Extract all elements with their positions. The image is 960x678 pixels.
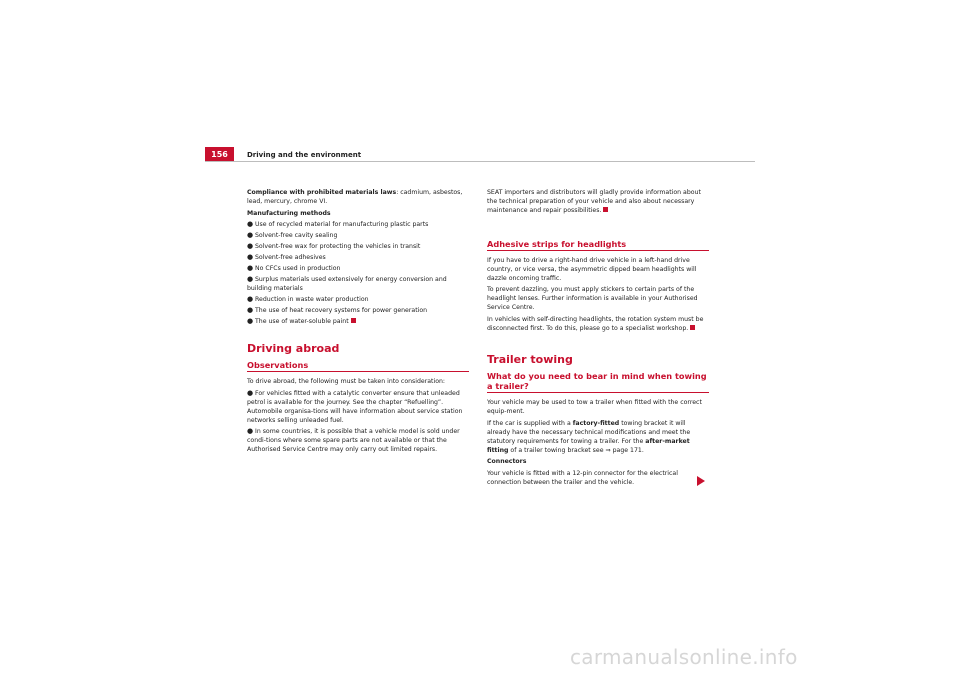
driving-abroad-heading: Driving abroad	[247, 342, 340, 355]
adhesive-paragraph-1: If you have to drive a right-hand drive vehicle in a left-hand drive country, or vice versa, the asymmetric dipped beam headlights will dazzle oncoming traffic.	[487, 256, 697, 282]
list-item	[247, 275, 469, 293]
bullet-icon: ●	[247, 306, 254, 314]
section-end-icon	[603, 207, 608, 212]
list-item	[247, 231, 469, 240]
list-item-text: Reduction in waste water production	[255, 296, 369, 303]
list-item-text: For vehicles fitted with a catalytic converter ensure that unleaded petrol is available for the journey. See the chapter “Refuelling”. Automobile organisa-tions will have information about service station networks selling unleaded fuel.	[247, 389, 463, 424]
header-divider	[205, 161, 755, 162]
compliance-text: : cadmium, asbestos, lead, mercury, chrome VI.	[247, 189, 463, 205]
list-item-text: The use of water-soluble paint	[255, 318, 349, 325]
factory-fitted-emphasis: factory-fitted	[572, 419, 620, 427]
trailer-text-c: towing bracket it will already have the necessary technical modifications and meet the statutory requirements for towing a trailer. For the	[487, 419, 691, 445]
page-number-tab	[205, 147, 234, 162]
trailer-text-a: If the car is supplied with a	[487, 419, 573, 427]
left-column	[247, 188, 469, 456]
methods-list	[247, 220, 469, 326]
methods-heading	[247, 209, 469, 218]
list-item-text: Solvent-free cavity sealing	[255, 232, 338, 239]
list-item	[247, 306, 469, 315]
list-item	[247, 220, 469, 229]
list-item-text: The use of heat recovery systems for power generation	[255, 307, 428, 314]
adhesive-paragraph-2: To prevent dazzling, you must apply stickers to certain parts of the headlight lenses. Further information is available in your Authorised Service Centre.	[487, 286, 698, 311]
adhesive-paragraph-3-text: In vehicles with self-directing headlights, the rotation system must be disconnected first. To do this, please go to a specialist workshop.	[487, 315, 704, 332]
bullet-icon: ●	[247, 253, 254, 261]
bullet-icon: ●	[247, 426, 254, 435]
section-end-icon	[690, 325, 695, 330]
list-item-text: Use of recycled material for manufacturing plastic parts	[255, 221, 429, 228]
page-reference-link[interactable]: of a trailer towing bracket see ⇒ page 171.	[508, 446, 644, 454]
page-number: 156	[211, 150, 228, 159]
trailer-towing-heading: Trailer towing	[487, 353, 573, 366]
bullet-icon: ●	[247, 220, 254, 228]
list-item-text: No CFCs used in production	[255, 265, 341, 272]
trailer-subheading: What do you need to bear in mind when towing a trailer?	[487, 371, 709, 393]
list-item	[247, 389, 469, 425]
after-market-emphasis: after-market fitting	[487, 437, 690, 454]
observations-intro: To drive abroad, the following must be taken into consideration:	[247, 378, 445, 385]
list-item-text: Solvent-free wax for protecting the vehicles in transit	[255, 243, 421, 250]
list-item	[247, 242, 469, 251]
continue-arrow-icon	[697, 476, 705, 486]
section-end-icon	[351, 318, 356, 323]
trailer-paragraph-2	[487, 419, 709, 455]
observations-list	[247, 389, 469, 454]
trailer-paragraph-1: Your vehicle may be used to tow a trailer when fitted with the correct equip-ment.	[487, 399, 702, 415]
bullet-icon: ●	[247, 317, 254, 325]
methods-heading-text: Manufacturing methods	[247, 209, 331, 217]
bullet-icon: ●	[247, 264, 254, 272]
list-item-text: Surplus materials used extensively for energy conversion and building materials	[247, 276, 447, 292]
list-item	[247, 427, 469, 454]
list-item-text: Solvent-free adhesives	[255, 254, 326, 261]
running-header: Driving and the environment	[247, 151, 362, 159]
watermark: carmanualsonline.info	[570, 645, 798, 669]
bullet-icon: ●	[247, 388, 254, 397]
adhesive-strips-heading: Adhesive strips for headlights	[487, 239, 709, 251]
list-item	[247, 295, 469, 304]
connectors-heading	[487, 457, 709, 466]
list-item	[247, 264, 469, 273]
list-item	[247, 253, 469, 262]
list-item-text: In some countries, it is possible that a vehicle model is sold under condi-tions where some spare parts are not available or that the Authorised Service Centre may only carry out limited repairs.	[247, 427, 460, 453]
seat-paragraph-text: SEAT importers and distributors will gladly provide information about the technical preparation of your vehicle and also about necessary maintenance and repair possibilities.	[487, 189, 701, 214]
connectors-heading-text: Connectors	[487, 458, 527, 465]
bullet-icon: ●	[247, 231, 254, 239]
bullet-icon: ●	[247, 275, 254, 283]
seat-paragraph	[487, 188, 709, 215]
compliance-paragraph	[247, 188, 469, 206]
observations-heading: Observations	[247, 360, 469, 372]
list-item	[247, 317, 469, 326]
connectors-paragraph: Your vehicle is fitted with a 12-pin connector for the electrical connection between the trailer and the vehicle.	[487, 469, 678, 486]
adhesive-paragraph-3	[487, 315, 709, 333]
bullet-icon: ●	[247, 295, 254, 303]
right-column	[487, 188, 709, 489]
compliance-label: Compliance with prohibited materials laws	[247, 189, 397, 196]
bullet-icon: ●	[247, 242, 254, 250]
